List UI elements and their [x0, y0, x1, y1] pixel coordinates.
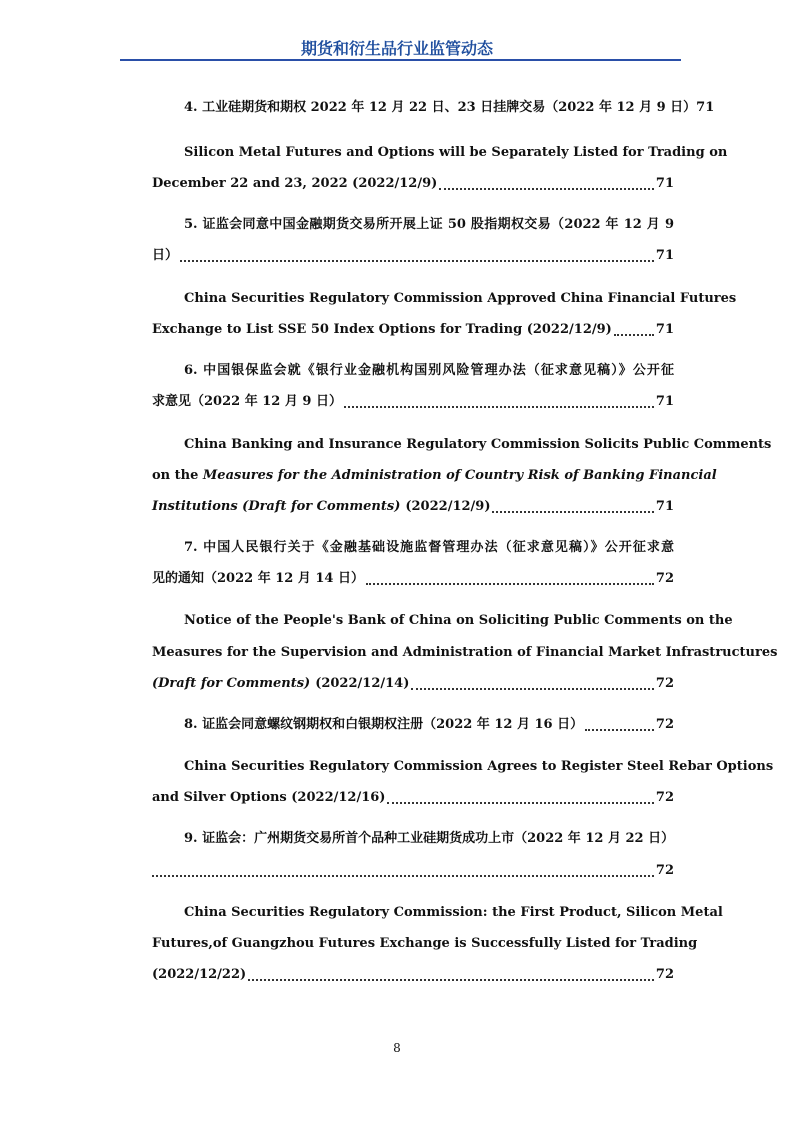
toc-entry-6-cn[interactable]	[152, 360, 674, 382]
dot-leader	[152, 874, 654, 877]
header-rule	[120, 59, 681, 61]
toc-page-number: 72	[655, 571, 674, 586]
toc-entry-text: China Banking and Insurance Regulatory Commission Solicits Public Comments	[184, 437, 772, 452]
toc-page-number: 71	[655, 248, 674, 263]
toc-entry-5-cn[interactable]	[152, 214, 674, 236]
toc-entry-4-cn[interactable]	[152, 97, 715, 119]
toc-entry-8-en[interactable]	[152, 756, 774, 778]
dot-leader	[411, 687, 654, 690]
toc-entry-text: 见的通知（2022 年 12 月 14 日）	[152, 571, 364, 586]
toc-entry-title-italic: (Draft for Comments)	[152, 676, 311, 691]
dot-leader	[344, 405, 654, 408]
toc-page-number: 71	[655, 322, 674, 337]
toc-entry-5-en-line2[interactable]	[152, 319, 674, 341]
toc-page-number: 71	[655, 499, 674, 514]
toc-entry-title-italic: Measures for the Supervision and Administration of Financial Market Infrastructures	[152, 645, 778, 660]
dot-leader	[492, 510, 653, 513]
toc-entry-title-italic: Measures for the Administration of Country Risk of Banking Financial	[202, 468, 717, 483]
toc-entry-7-en-line3[interactable]	[152, 673, 674, 695]
toc-page-number: 72	[655, 790, 674, 805]
toc-entry-text: 4. 工业硅期货和期权 2022 年 12 月 22 日、23 日挂牌交易（2022 年 12 月 9 日）71	[184, 100, 715, 115]
toc-page-number: 71	[655, 176, 674, 191]
toc-page-number: 72	[655, 717, 674, 732]
toc-entry-4-en-line2[interactable]	[152, 173, 674, 195]
toc-entry-7-en[interactable]	[152, 610, 733, 632]
toc-entry-9-en-line3[interactable]	[152, 964, 674, 986]
toc-entry-text: 7. 中国人民银行关于《金融基础设施监督管理办法（征求意见稿）》公开征求意	[184, 540, 674, 555]
toc-entry-title-italic: Institutions (Draft for Comments)	[152, 499, 401, 514]
toc-entry-text: on the	[152, 468, 199, 483]
dot-leader	[180, 259, 654, 262]
toc-entry-9-en[interactable]	[152, 902, 723, 924]
dot-leader	[439, 187, 654, 190]
toc-entry-text: December 22 and 23, 2022 (2022/12/9)	[152, 176, 438, 191]
toc-page-number: 72	[655, 676, 674, 691]
toc-entry-8-en-line2[interactable]	[152, 787, 674, 809]
toc-entry-text: China Securities Regulatory Commission: the First Product, Silicon Metal	[184, 905, 723, 920]
toc-entry-7-cn[interactable]	[152, 537, 674, 559]
toc-entry-text: 6. 中国银保监会就《银行业金融机构国别风险管理办法（征求意见稿）》公开征	[184, 363, 674, 378]
dot-leader	[387, 801, 653, 804]
toc-entry-4-en[interactable]	[152, 142, 728, 164]
toc-entry-text: China Securities Regulatory Commission Agrees to Register Steel Rebar Options	[184, 759, 774, 774]
dot-leader	[585, 728, 654, 731]
toc-entry-6-en[interactable]	[152, 434, 772, 456]
toc-entry-text: (2022/12/14)	[315, 676, 410, 691]
toc-entry-6-en-line3[interactable]	[152, 496, 674, 518]
toc-page-number: 72	[655, 967, 674, 982]
toc-entry-text: 求意见（2022 年 12 月 9 日）	[152, 394, 342, 409]
toc-entry-text: and Silver Options (2022/12/16)	[152, 790, 386, 805]
toc-entry-9-cn-line2[interactable]	[152, 860, 674, 882]
toc-entry-text: Silicon Metal Futures and Options will be Separately Listed for Trading on	[184, 145, 728, 160]
toc-entry-5-en[interactable]	[152, 288, 737, 310]
toc-entry-9-en-line2[interactable]	[152, 933, 698, 955]
toc-entry-text: (2022/12/9)	[405, 499, 491, 514]
toc-page-number: 72	[655, 863, 674, 878]
toc-entry-text: 5. 证监会同意中国金融期货交易所开展上证 50 股指期权交易（2022 年 12 月 9	[184, 217, 674, 232]
page-header-title: 期货和衍生品行业监管动态	[300, 39, 493, 58]
toc-entry-8-cn[interactable]	[152, 714, 674, 736]
toc-entry-6-cn-line2[interactable]	[152, 391, 674, 413]
toc-entry-text: 8. 证监会同意螺纹钢期权和白银期权注册（2022 年 12 月 16 日）	[184, 717, 584, 732]
dot-leader	[248, 978, 654, 981]
toc-entry-9-cn[interactable]	[152, 828, 674, 850]
toc-page-number: 71	[655, 394, 674, 409]
toc-entry-text: Notice of the People's Bank of China on Soliciting Public Comments on the	[184, 613, 733, 628]
toc-entry-5-cn-line2[interactable]	[152, 245, 674, 267]
toc-entry-text: Futures,of Guangzhou Futures Exchange is Successfully Listed for Trading	[152, 936, 698, 951]
toc-entry-text: Exchange to List SSE 50 Index Options for Trading (2022/12/9)	[152, 322, 612, 337]
toc-entry-text: (2022/12/22)	[152, 967, 247, 982]
toc-entry-text: China Securities Regulatory Commission Approved China Financial Futures	[184, 291, 737, 306]
dot-leader	[614, 333, 654, 336]
dot-leader	[366, 582, 654, 585]
toc-entry-6-en-line2[interactable]	[152, 465, 717, 487]
toc-entry-7-en-line2[interactable]	[152, 642, 778, 664]
toc-entry-text: 日）	[152, 248, 179, 263]
page-number: 8	[393, 1041, 401, 1055]
toc-entry-text: 9. 证监会：广州期货交易所首个品种工业硅期货成功上市（2022 年 12 月 22 日）	[184, 831, 675, 846]
toc-entry-7-cn-line2[interactable]	[152, 568, 674, 590]
